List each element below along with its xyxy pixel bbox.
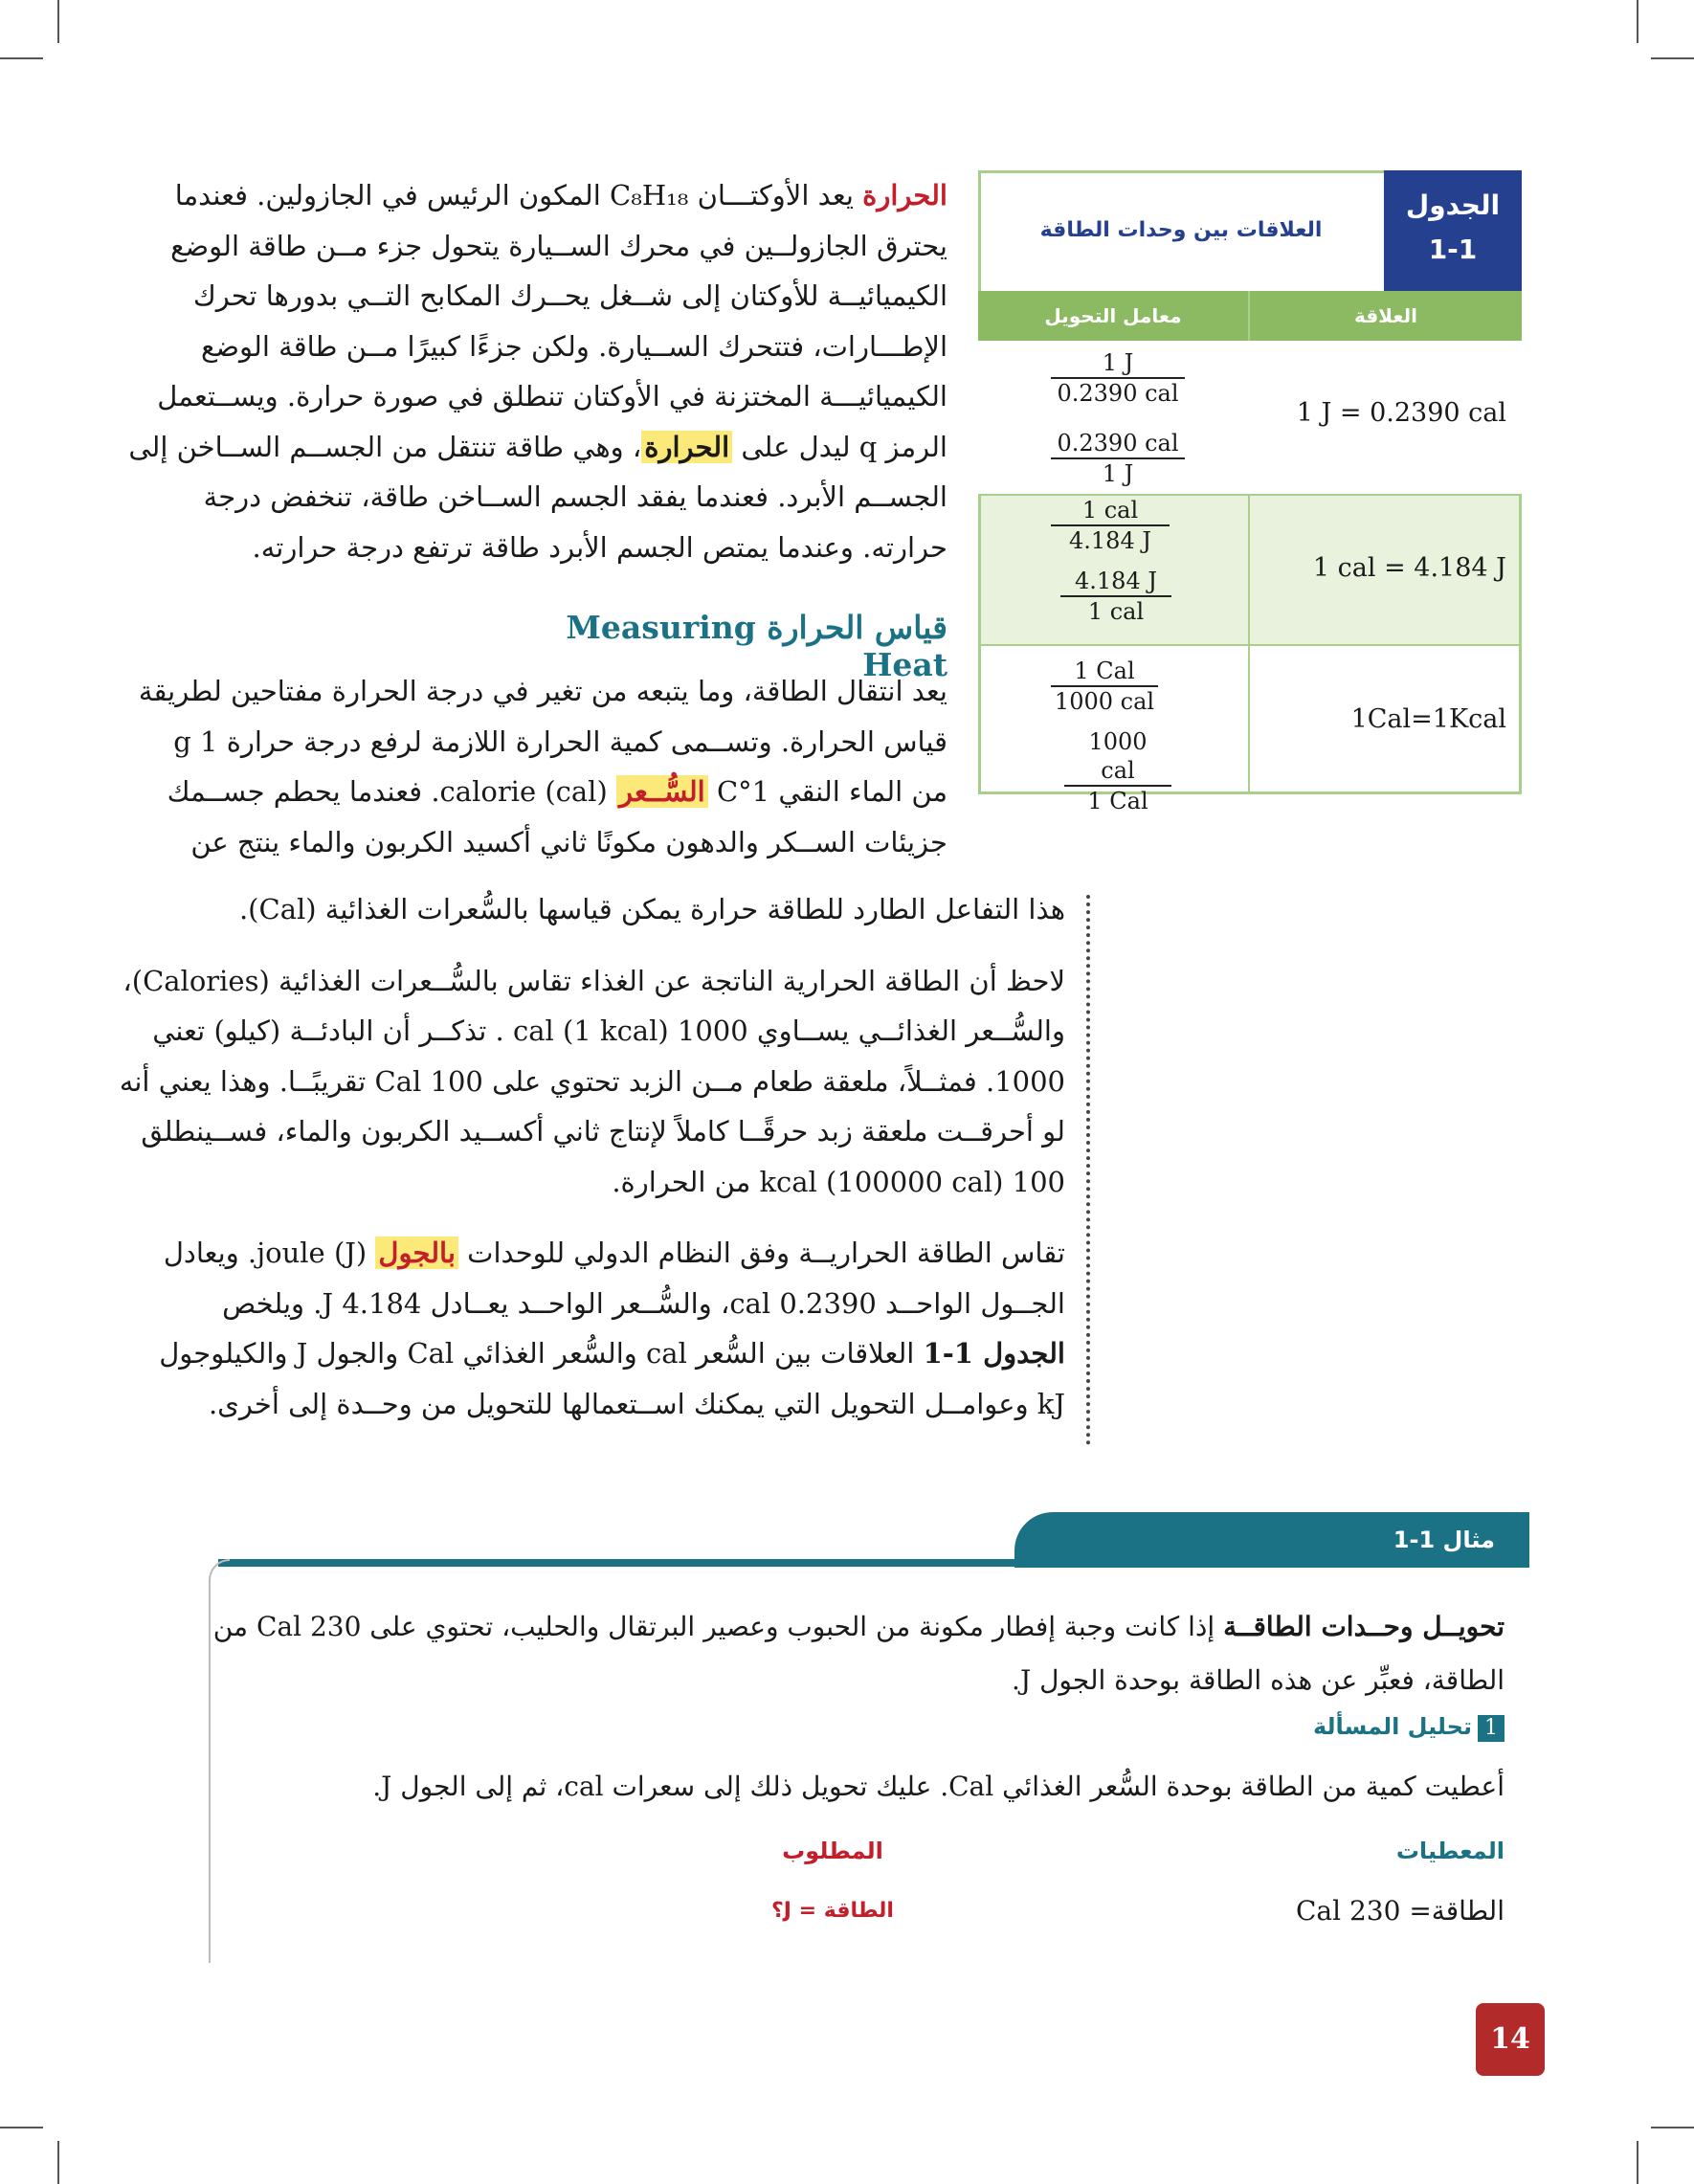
text-line: الجدول 1-1 العلاقات بين السُّعر cal والسُّعر الغذائي Cal والجول J والكيلوجول — [159, 1337, 1065, 1370]
conversion-factor — [1051, 657, 1158, 716]
measuring-heat-paragraph — [138, 666, 947, 867]
factor-numerator: 1 J — [1051, 348, 1185, 379]
crop-mark — [1637, 0, 1638, 43]
factor-denominator: 1 J — [1102, 460, 1134, 487]
text-line: والسُّــعر الغذائــي يســاوي 1000 cal (1 kcal) . تذكــر أن البادئــة (كيلو) تعني — [152, 1014, 1065, 1047]
example-tab-label: مثال 1-1 — [1393, 1527, 1495, 1553]
table-badge — [1384, 170, 1522, 291]
crop-mark — [0, 57, 43, 59]
step-title: تحليل المسألة — [1312, 1713, 1472, 1740]
text-line: حرارته. وعندما يمتص الجسم الأبرد طاقة ترتفع درجة حرارته. — [252, 530, 947, 564]
text-line — [218, 935, 1065, 956]
factor-numerator: 4.184 J — [1060, 567, 1171, 597]
relation-cell: 1Cal=1Kcal — [1350, 704, 1506, 734]
crop-mark — [1651, 2127, 1694, 2128]
text-line: 1000. فمثــلاً، ملعقة طعام مــن الزبد تحتوي على 100 Cal تقريبًــا. وهذا يعني أنه — [119, 1064, 1065, 1098]
text-line: تحويــل وحــدات الطاقــة إذا كانت وجبة إفطار مكونة من الحبوب وعصير البرتقال والحليب، تحتوي على 230 Cal من — [212, 1611, 1505, 1642]
text-line: الجــول الواحــد 0.2390 cal، والسُّــعر الواحــد يعــادل 4.184 J. ويلخص — [222, 1286, 1065, 1320]
factor-denominator: 0.2390 cal — [1057, 380, 1179, 407]
analysis-text: أعطيت كمية من الطاقة بوحدة السُّعر الغذائي Cal. عليك تحويل ذلك إلى سعرات cal، ثم إلى الجول J. — [372, 1771, 1505, 1802]
factor-numerator: 1 Cal — [1051, 657, 1158, 687]
crop-mark — [1651, 57, 1694, 59]
crop-mark — [0, 2127, 43, 2128]
relation-cell: 1 cal = 4.184 J — [1312, 553, 1506, 583]
example-rule — [218, 1559, 1529, 1567]
text-line: الإطـــارات، فتتحرك الســيارة. ولكن جزءًا كبيرًا مــن طاقة الوضع — [201, 329, 947, 363]
text-line: الحرارة يعد الأوكتـــان C₈H₁₈ المكون الرئيس في الجازولين. فعندما — [174, 179, 947, 212]
text-line: 100 kcal (100000 cal) من الحرارة. — [612, 1165, 1065, 1198]
known-value: الطاقة= 230 Cal — [1295, 1895, 1505, 1927]
text-line: يعد انتقال الطاقة، وما يتبعه من تغير في درجة الحرارة مفتاحين لطريقة — [138, 675, 947, 707]
factor-numerator: 0.2390 cal — [1051, 429, 1185, 459]
conversion-factor — [1060, 567, 1171, 626]
factor-numerator: 1000 cal — [1064, 727, 1171, 787]
text-line: من الماء النقي 1°C السُّــعر calorie (cal). فعندما يحطم جســمك — [167, 775, 947, 808]
text-line: جزيئات الســكر والدهون مكونًا ثاني أكسيد الكربون والماء ينتج عن — [190, 825, 947, 858]
table-title: العلاقات بين وحدات الطاقة — [1039, 218, 1323, 242]
text-line: لو أحرقــت ملعقة زبد حرقًــا كاملاً لإنتاج ثاني أكســيد الكربون والماء، فســينطلق — [141, 1115, 1065, 1148]
factor-denominator: 4.184 J — [1069, 527, 1151, 554]
text-line: الجســم الأبرد. فعندما يفقد الجسم الســاخن طاقة، تنخفض درجة — [203, 480, 947, 513]
text-line: الرمز q ليدل على الحرارة، وهي طاقة تنتقل من الجســم الســاخن إلى — [128, 430, 947, 463]
unknown-value: الطاقة = J؟ — [771, 1899, 894, 1923]
crop-mark — [1637, 2141, 1638, 2184]
calories-paragraph — [119, 884, 1065, 1429]
text-line: الكيميائيــة للأوكتان إلى شــغل يحــرك المكابح التــي بدورها تحرك — [192, 279, 947, 312]
known-label: المعطيات — [1395, 1838, 1505, 1864]
conversion-factor — [1051, 429, 1185, 488]
text-line: لاحظ أن الطاقة الحرارية الناتجة عن الغذاء تقاس بالسُّــعرات الغذائية (Calories)، — [123, 964, 1065, 997]
conversion-factor — [1064, 727, 1171, 815]
text-line — [218, 1207, 1065, 1228]
section-heading: قياس الحرارة Measuring Heat — [566, 609, 947, 683]
unknown-label: المطلوب — [782, 1838, 883, 1864]
conversion-factor — [1051, 496, 1170, 555]
table-badge-number: 1-1 — [1428, 234, 1478, 265]
example-problem — [212, 1600, 1505, 1707]
table-badge-label: الجدول — [1405, 189, 1501, 221]
factor-denominator: 1 cal — [1087, 598, 1145, 625]
crop-mark — [57, 2141, 59, 2184]
column-divider — [1086, 895, 1090, 1445]
text-line: تقاس الطاقة الحراريــة وفق النظام الدولي للوحدات بالجول joule (J). ويعادل — [163, 1237, 1065, 1269]
intro-paragraph — [128, 170, 947, 572]
text-line: هذا التفاعل الطارد للطاقة حرارة يمكن قياسها بالسُّعرات الغذائية (Cal). — [238, 893, 1065, 925]
factor-denominator: 1 Cal — [1087, 788, 1148, 814]
text-line: قياس الحرارة. وتســمى كمية الحرارة اللازمة لرفع درجة حرارة 1 g — [173, 724, 947, 758]
factor-numerator: 1 cal — [1051, 496, 1170, 526]
step-number: 1 — [1478, 1715, 1505, 1742]
conversion-factor — [1051, 348, 1185, 408]
text-line: الكيميائيـــة المختزنة في الأوكتان تنطلق في صورة حرارة. ويســتعمل — [157, 380, 947, 412]
text-line: يحترق الجازولــين في محرك الســيارة يتحول جزء مــن طاقة الوضع — [170, 229, 947, 262]
text-line: kJ وعوامــل التحويل التي يمكنك اســتعمالها للتحويل من وحــدة إلى أخرى. — [208, 1387, 1065, 1420]
relation-cell: 1 J = 0.2390 cal — [1296, 398, 1506, 428]
crop-mark — [57, 0, 59, 43]
text-line: الطاقة، فعبِّر عن هذه الطاقة بوحدة الجول J. — [1012, 1664, 1505, 1696]
table-header-relation: العلاقة — [1250, 291, 1522, 341]
step-heading — [1053, 1713, 1505, 1742]
page-number: 14 — [1490, 2022, 1530, 2056]
table-header-factor: معامل التحويل — [978, 291, 1248, 341]
factor-denominator: 1000 cal — [1054, 688, 1155, 715]
